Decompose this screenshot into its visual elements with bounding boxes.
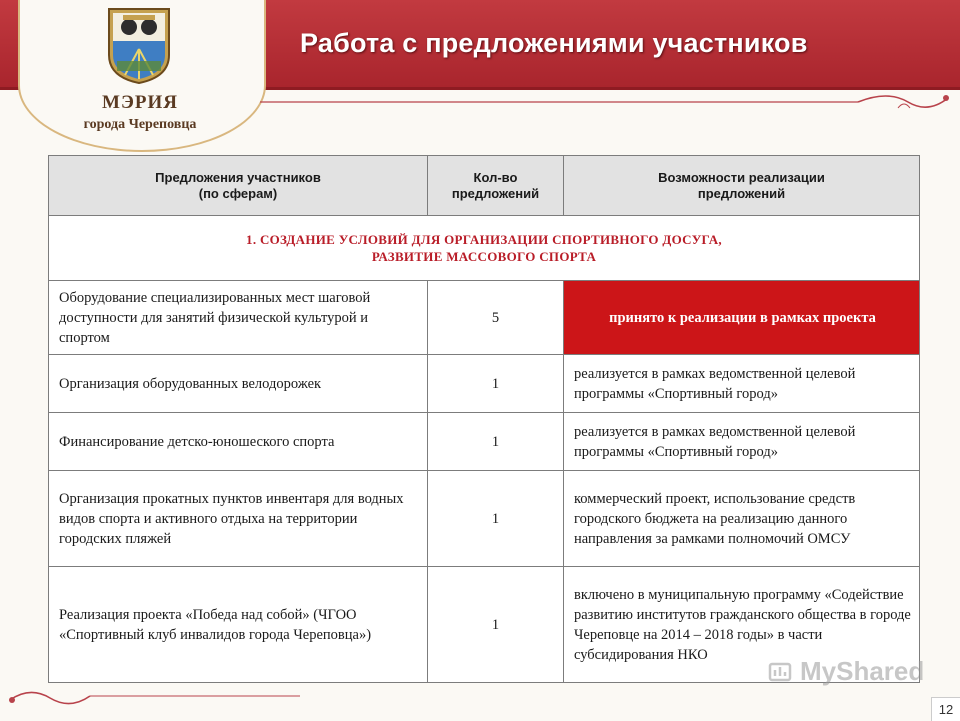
header-implementation: Возможности реализации предложений: [564, 156, 920, 216]
proposals-table: [48, 155, 920, 683]
header-proposals: Предложения участников (по сферам): [49, 156, 428, 216]
proposal-cell: Организация прокатных пунктов инвентаря для водных видов спорта и активного отдыха на территории городских пляжей: [49, 471, 428, 567]
header-count: Кол-во предложений: [428, 156, 564, 216]
table-header-row: [49, 156, 920, 216]
org-city: города Череповца: [83, 117, 197, 132]
coat-of-arms-icon: [105, 5, 173, 85]
count-cell: 1: [428, 567, 564, 683]
ornament-bottom-icon: [0, 682, 300, 712]
implementation-cell: реализуется в рамках ведомственной целевой программы «Спортивный город»: [564, 413, 920, 471]
implementation-cell-highlighted: принято к реализации в рамках проекта: [564, 281, 920, 355]
implementation-cell: коммерческий проект, использование средств городского бюджета на реализацию данного направления за рамками полномочий ОМСУ: [564, 471, 920, 567]
page-number: 12: [931, 697, 960, 721]
section-row: [49, 216, 920, 281]
myshared-logo-icon: [768, 658, 796, 686]
org-name: МЭРИЯ: [102, 92, 178, 113]
implementation-cell: реализуется в рамках ведомственной целевой программы «Спортивный город»: [564, 355, 920, 413]
table-row: [49, 471, 920, 567]
count-cell: 1: [428, 413, 564, 471]
proposal-cell: Реализация проекта «Победа над собой» (ЧГОО «Спортивный клуб инвалидов города Череповца»): [49, 567, 428, 683]
proposal-cell: Организация оборудованных велодорожек: [49, 355, 428, 413]
page-title: Работа с предложениями участников: [300, 28, 808, 58]
table-row: [49, 281, 920, 355]
watermark: [768, 656, 924, 687]
count-cell: 5: [428, 281, 564, 355]
count-cell: 1: [428, 355, 564, 413]
proposal-cell: Оборудование специализированных мест шаговой доступности для занятий физической культурой и спортом: [49, 281, 428, 355]
count-cell: 1: [428, 471, 564, 567]
table-row: [49, 413, 920, 471]
ornament-top-icon: [258, 88, 960, 118]
table-row: [49, 355, 920, 413]
watermark-text: MyShared: [800, 656, 925, 686]
implementation-cell: включено в муниципальную программу «Содействие развитию институтов гражданского общества в городе Череповце на 2014 – 2018 годы» в части субсидирования НКО: [564, 567, 920, 683]
section-title: 1. СОЗДАНИЕ УСЛОВИЙ ДЛЯ ОРГАНИЗАЦИИ СПОРТИВНОГО ДОСУГА, РАЗВИТИЕ МАССОВОГО СПОРТА: [49, 216, 920, 281]
proposal-cell: Финансирование детско-юношеского спорта: [49, 413, 428, 471]
